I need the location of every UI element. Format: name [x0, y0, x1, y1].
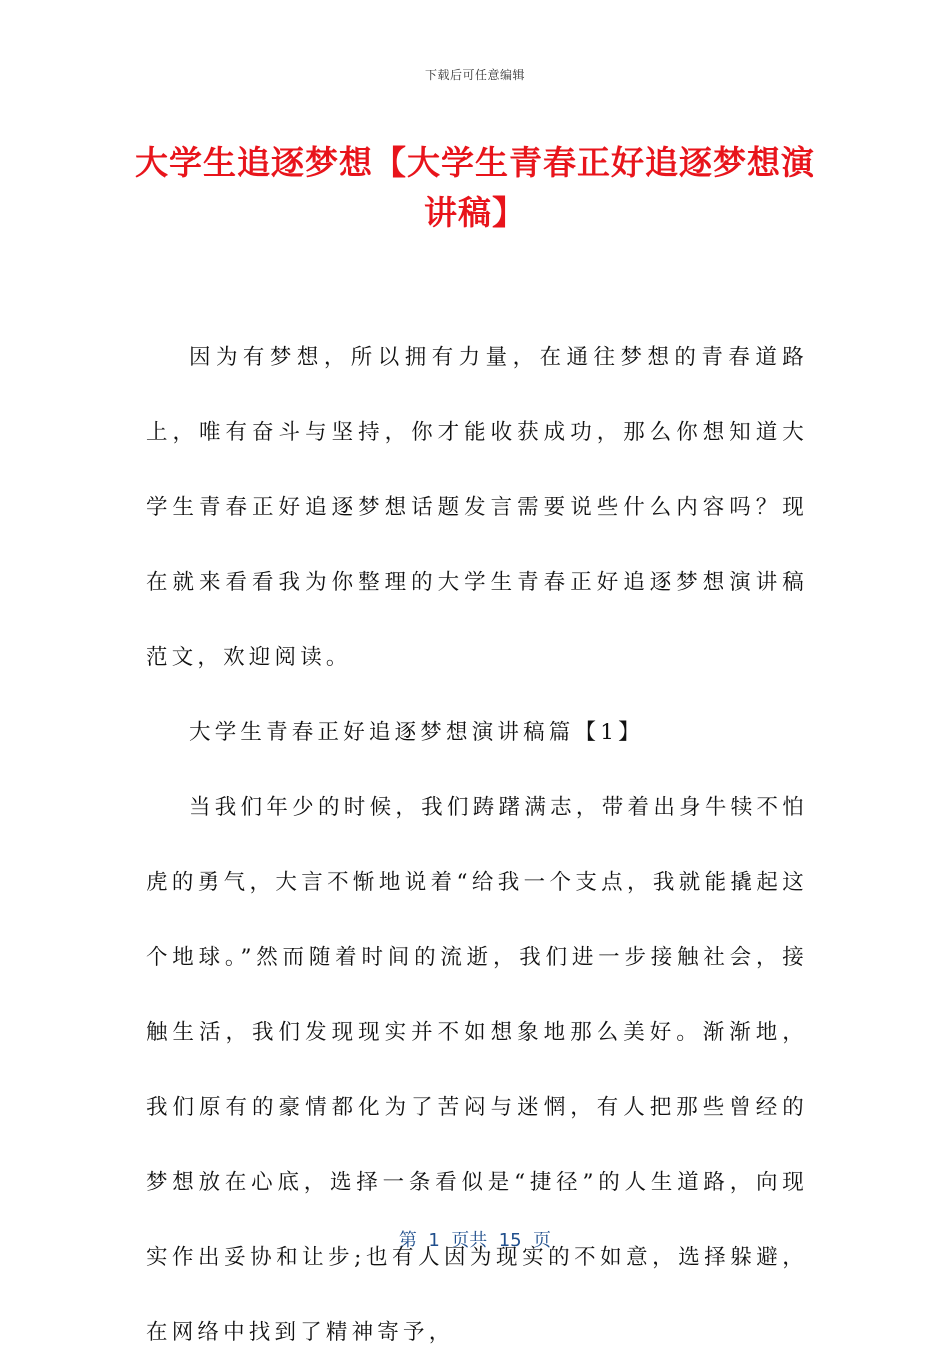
document-body: [146, 320, 808, 1370]
page-number-footer: 第 1 页共 15 页: [398, 1230, 552, 1251]
section-heading: 大学生青春正好追逐梦想演讲稿篇【1】: [189, 720, 644, 745]
document-title: 大学生追逐梦想【大学生青春正好追逐梦想演讲稿】: [135, 143, 815, 232]
body-paragraph: 当我们年少的时候，我们踌躇满志，带着出身牛犊不怕虎的勇气，大言不惭地说着“给我一个支点，我就能撬起这个地球。”然而随着时间的流逝，我们进一步接触社会，接触生活，我们发现现实并不如想象地那么美好。渐渐地，我们原有的豪情都化为了苦闷与迷惘，有人把那些曾经的梦想放在心底，选择一条看似是“捷径”的人生道路，向现实作出妥协和让步;也有人因为现实的不如意，选择躲避，在网络中找到了精神寄予，: [146, 795, 808, 1345]
intro-paragraph: 因为有梦想，所以拥有力量，在通往梦想的青春道路上，唯有奋斗与坚持，你才能收获成功，那么你想知道大学生青春正好追逐梦想话题发言需要说些什么内容吗？现在就来看看我为你整理的大学生青春正好追逐梦想演讲稿范文，欢迎阅读。: [146, 345, 808, 670]
header-note: 下载后可任意编辑: [424, 68, 525, 82]
